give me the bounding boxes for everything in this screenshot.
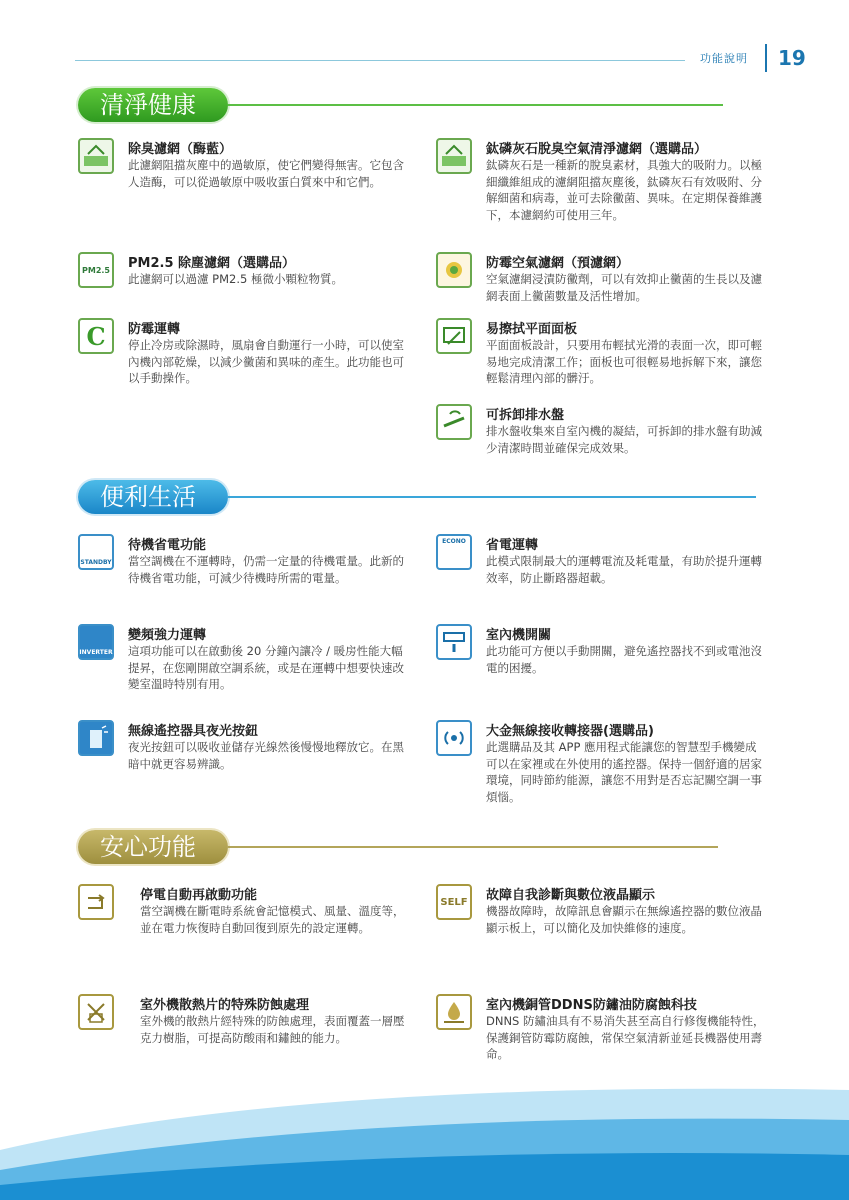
remote-glow-icon	[78, 720, 114, 756]
mold-proof-operation-icon: C	[78, 318, 114, 354]
header-label: 功能說明	[700, 52, 748, 65]
standby-icon: STANDBY	[78, 534, 114, 570]
section-rule	[228, 496, 756, 498]
feature-desc: 停止冷房或除濕時，風扇會自動運行一小時，可以使室內機內部乾燥，以減少黴菌和異味的產生。此功能也可以手動操作。	[128, 338, 404, 385]
section-title-clean-health: 清淨健康	[78, 88, 228, 122]
deodorizing-filter-icon	[78, 138, 114, 174]
page-number: 19	[778, 46, 806, 70]
feature-desc: 機器故障時，故障訊息會顯示在無線遙控器的數位液晶顯示板上，可以簡化及加快維修的速度。	[486, 904, 762, 935]
feature-desc: 此選購品及其 APP 應用程式能讓您的智慧型手機變成可以在家裡或在外使用的遙控器。保持一個舒適的居家環境，同時節約能源，讓您不用對是否忘記關空調一事煩惱。	[486, 740, 762, 804]
feature-title: 室外機散熱片的特殊防蝕處理	[140, 998, 310, 1013]
feature-title: 變頻強力運轉	[128, 628, 207, 643]
titanium-apatite-filter-icon	[436, 138, 472, 174]
feature-title: 易擦拭平面面板	[486, 322, 578, 337]
ddns-oil-icon	[436, 994, 472, 1030]
feature-title: 防霉空氣濾網（預濾網）	[486, 256, 630, 271]
pm25-filter-icon: PM2.5	[78, 252, 114, 288]
feature-title: 鈦磷灰石脫臭空氣清淨濾網（選購品）	[486, 142, 708, 157]
feature-desc: DNNS 防鏽油具有不易消失甚至高自行修復機能特性，保護銅管防霉防腐蝕，常保空氣清新並延長機器使用壽命。	[486, 1014, 765, 1061]
wireless-adapter-icon	[436, 720, 472, 756]
feature-title: 防霉運轉	[128, 322, 181, 337]
feature-desc: 夜光按鈕可以吸收並儲存光線然後慢慢地釋放它。在黑暗中就更容易辨識。	[128, 740, 404, 771]
feature-title: 省電運轉	[486, 538, 539, 553]
feature-desc: 此濾網阻擋灰塵中的過敏原，使它們變得無害。它包含人造酶，可以從過敏原中吸收蛋白質來中和它們。	[128, 158, 404, 189]
feature-title: PM2.5 除塵濾網（選購品）	[128, 256, 296, 271]
feature-title: 大金無線接收轉接器(選購品)	[486, 724, 654, 739]
header-rule	[75, 60, 685, 61]
feature-title: 故障自我診斷與數位液晶顯示	[486, 888, 656, 903]
feature-desc: 室外機的散熱片經特殊的防蝕處理，表面覆蓋一層壓克力樹脂，可提高防酸雨和鏽蝕的能力。	[140, 1014, 405, 1045]
feature-desc: 此功能可方便以手動開關，避免遙控器找不到或電池沒電的困擾。	[486, 644, 762, 675]
feature-desc: 當空調機在斷電時系統會記憶模式、風量、溫度等，並在電力恢復時自動回復到原先的設定運轉。	[140, 904, 405, 935]
feature-desc: 當空調機在不運轉時，仍需一定量的待機電量。此新的待機省電功能，可減少待機時所需的電量。	[128, 554, 404, 585]
anti-corrosion-icon	[78, 994, 114, 1030]
self-diagnosis-icon: SELF	[436, 884, 472, 920]
inverter-icon: INVERTER	[78, 624, 114, 660]
feature-desc: 這項功能可以在啟動後 20 分鐘內讓冷 / 暖房性能大幅提昇，在您剛開啟空調系統，或是在運轉中想要快速改變室溫時特別有用。	[128, 644, 404, 691]
header-divider	[765, 44, 767, 72]
feature-desc: 排水盤收集來自室內機的凝結，可拆卸的排水盤有助減少清潔時間並確保完成效果。	[486, 424, 762, 455]
bottom-wave-decoration	[0, 1060, 849, 1200]
feature-title: 可拆卸排水盤	[486, 408, 565, 423]
feature-title: 待機省電功能	[128, 538, 207, 553]
feature-desc: 此模式限制最大的運轉電流及耗電量，有助於提升運轉效率，防止斷路器超載。	[486, 554, 762, 585]
feature-title: 室內機銅管DDNS防鏽油防腐蝕科技	[486, 998, 697, 1013]
auto-restart-icon	[78, 884, 114, 920]
section-rule	[228, 104, 723, 106]
feature-title: 除臭濾網（酶藍）	[128, 142, 233, 157]
feature-desc: 此濾網可以過濾 PM2.5 極微小顆粒物質。	[128, 272, 343, 286]
drain-pan-icon	[436, 404, 472, 440]
econo-icon: ECONO	[436, 534, 472, 570]
feature-title: 停電自動再啟動功能	[140, 888, 258, 903]
flat-panel-icon	[436, 318, 472, 354]
section-title-convenient-life: 便利生活	[78, 480, 228, 514]
feature-desc: 平面面板設計，只要用布輕拭光滑的表面一次，即可輕易地完成清潔工作；面板也可很輕易地拆解下來，讓您輕鬆清理內部的髒汙。	[486, 338, 762, 385]
feature-title: 室內機開關	[486, 628, 552, 643]
mold-proof-filter-icon	[436, 252, 472, 288]
section-rule	[228, 846, 718, 848]
section-title-peace-of-mind: 安心功能	[78, 830, 228, 864]
feature-desc: 空氣濾網浸漬防黴劑，可以有效抑止黴菌的生長以及濾網表面上黴菌數量及活性增加。	[486, 272, 762, 303]
feature-title: 無線遙控器具夜光按鈕	[128, 724, 259, 739]
feature-desc: 鈦磷灰石是一種新的脫臭素材，具強大的吸附力。以極細纖維組成的濾網阻擋灰塵後，鈦磷灰石有效吸附、分解細菌和病毒，並可去除黴菌、異味。在定期保養維護下，本濾網約可使用三年。	[486, 158, 762, 222]
indoor-switch-icon	[436, 624, 472, 660]
